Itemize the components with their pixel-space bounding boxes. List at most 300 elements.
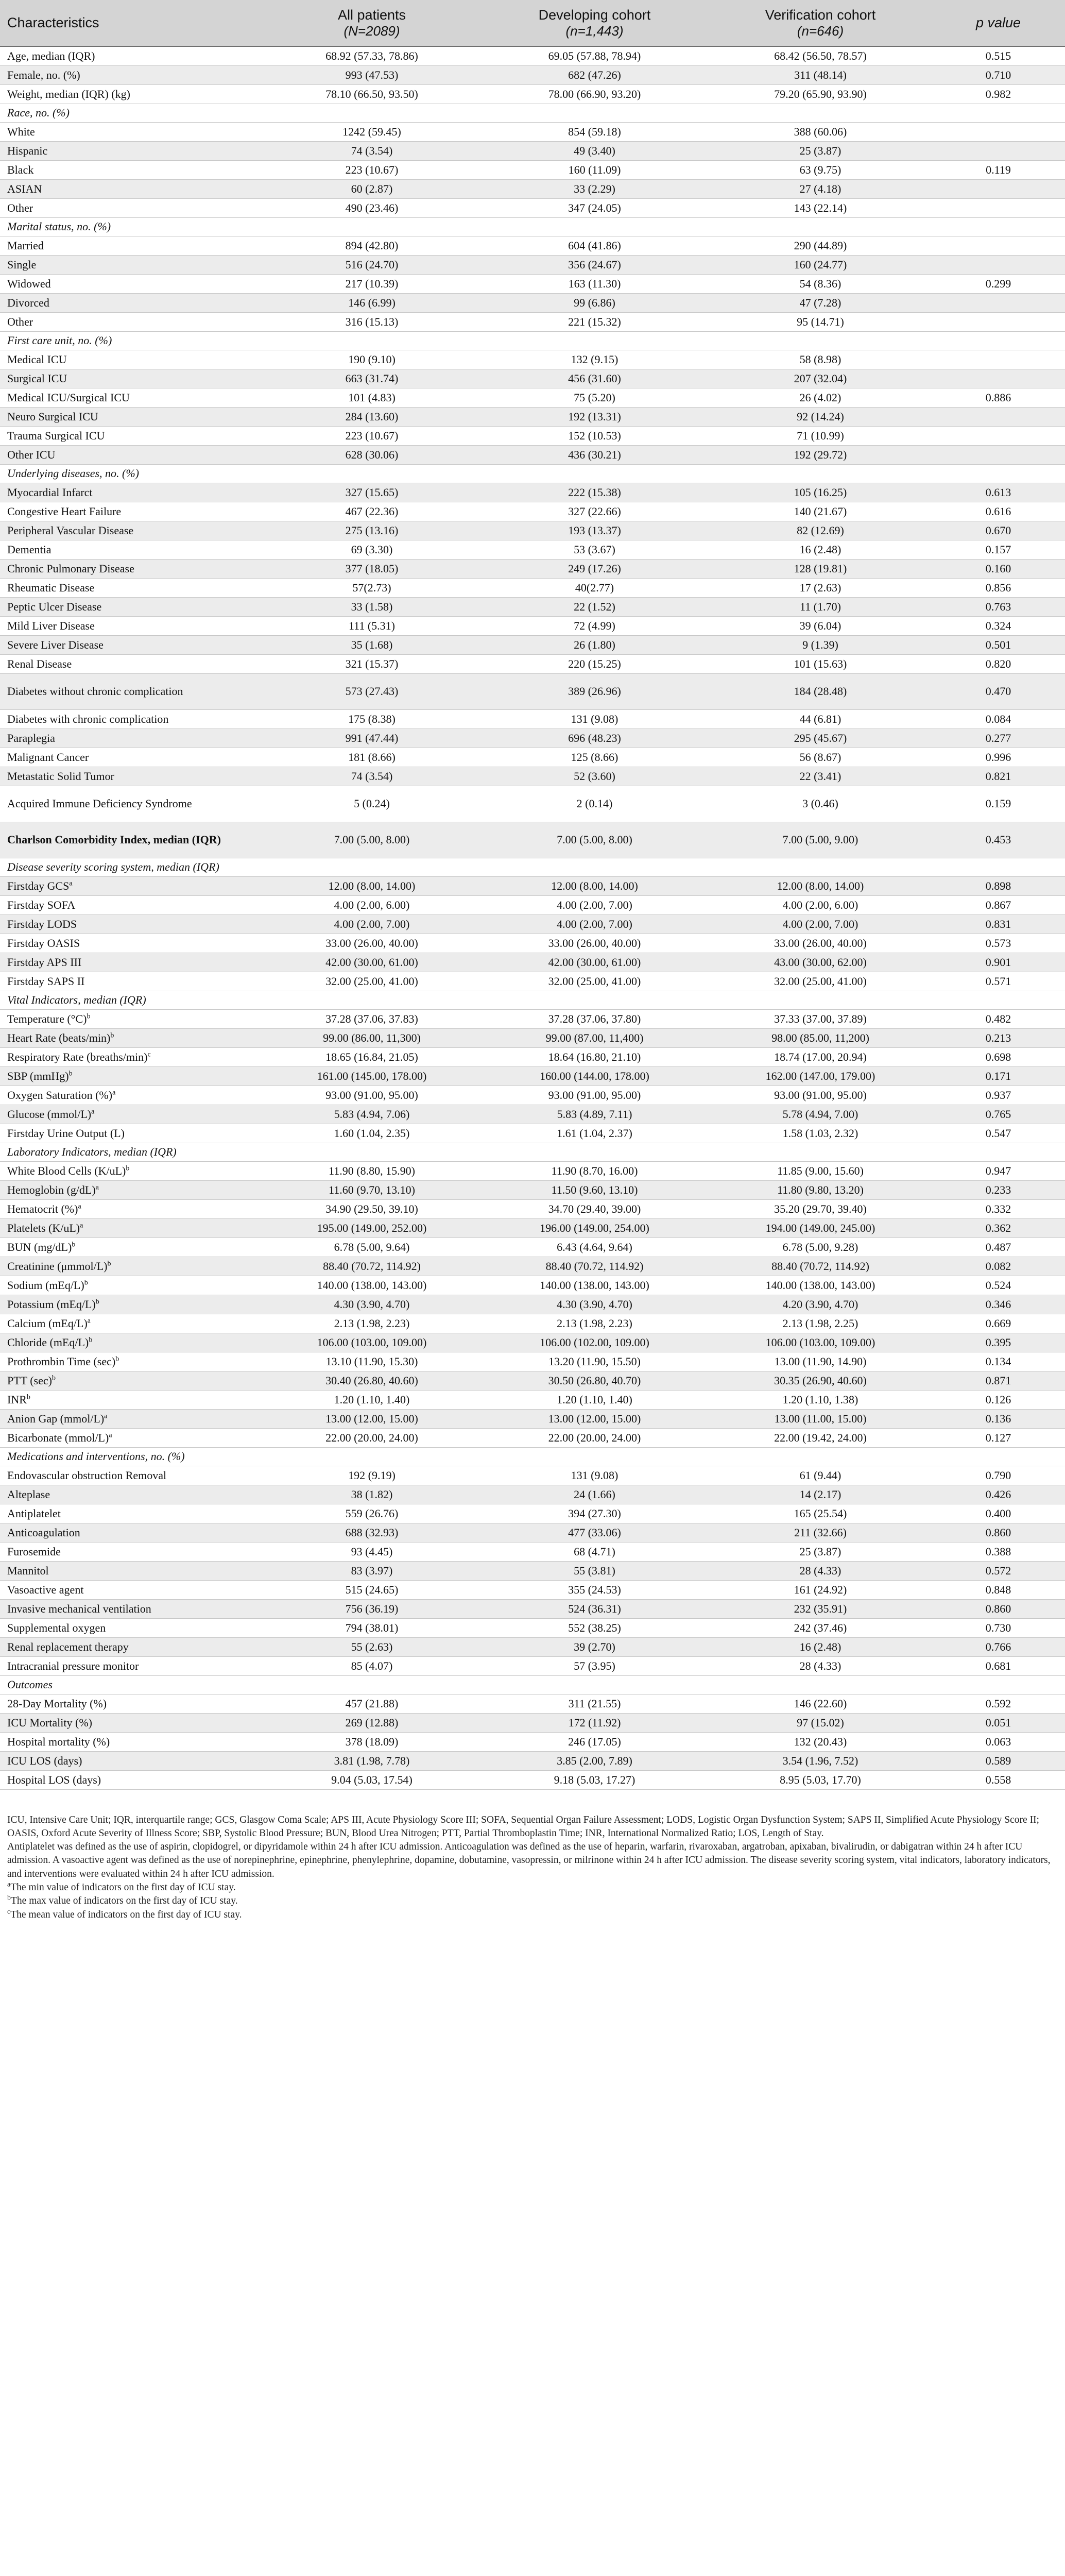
p-value-cell: 0.213	[985, 1031, 1011, 1044]
table-row	[0, 1371, 1065, 1390]
verification-cohort-cell: 3.54 (1.96, 7.52)	[782, 1754, 858, 1767]
p-value-cell: 0.937	[985, 1088, 1011, 1101]
table-row	[0, 1390, 1065, 1409]
developing-cohort-cell: 327 (22.66)	[568, 504, 621, 518]
header-all-patients: All patients (N=2089)	[264, 0, 480, 46]
verification-cohort-cell: 47 (7.28)	[799, 296, 841, 309]
developing-cohort-cell: 1.20 (1.10, 1.40)	[557, 1393, 632, 1406]
p-value-cell: 0.524	[985, 1278, 1011, 1292]
verification-cohort-cell: 22.00 (19.42, 24.00)	[774, 1431, 867, 1444]
table-row	[0, 1713, 1065, 1732]
p-value-cell: 0.848	[985, 1583, 1011, 1596]
verification-cohort-cell: 1.58 (1.03, 2.32)	[782, 1126, 858, 1140]
row-label: SBP (mmHg)	[7, 1069, 69, 1082]
developing-cohort-cell: 682 (47.26)	[568, 68, 621, 81]
p-value-cell	[932, 312, 1065, 331]
footnote-marker: b	[84, 1279, 88, 1287]
all-patients-cell: 35 (1.68)	[351, 638, 393, 651]
p-value-cell: 0.362	[985, 1221, 1011, 1234]
p-value-cell: 0.157	[985, 543, 1011, 556]
p-value-cell: 0.681	[985, 1659, 1011, 1672]
table-row	[0, 786, 1065, 822]
all-patients-cell: 69 (3.30)	[351, 543, 393, 556]
row-label-cell	[0, 369, 264, 388]
p-value-cell: 0.860	[985, 1602, 1011, 1615]
all-patients-cell: 60 (2.87)	[351, 182, 393, 195]
row-label-cell	[0, 1561, 264, 1580]
row-label-cell	[0, 426, 264, 445]
table-row	[0, 1466, 1065, 1485]
developing-cohort-cell: 220 (15.25)	[568, 657, 621, 670]
developing-cohort-cell: 552 (38.25)	[568, 1621, 621, 1634]
table-row	[0, 1561, 1065, 1580]
row-label: Dementia	[7, 543, 51, 556]
p-value-cell: 0.856	[985, 581, 1011, 594]
row-label: Hispanic	[7, 144, 48, 157]
row-label-cell	[0, 1542, 264, 1561]
verification-cohort-cell: 39 (6.04)	[799, 619, 841, 632]
developing-cohort-cell: 436 (30.21)	[568, 448, 621, 461]
verification-cohort-cell: 4.20 (3.90, 4.70)	[782, 1297, 858, 1311]
all-patients-cell: 55 (2.63)	[351, 1640, 393, 1653]
p-value-cell: 0.277	[985, 731, 1011, 744]
verification-cohort-cell: 101 (15.63)	[794, 657, 847, 670]
developing-cohort-cell: 40(2.77)	[575, 581, 614, 594]
developing-cohort-cell: 13.00 (12.00, 15.00)	[548, 1412, 641, 1425]
table-row	[0, 445, 1065, 464]
table-row	[0, 616, 1065, 635]
footnote-marker: b	[68, 1070, 73, 1078]
developing-cohort-cell: 57 (3.95)	[574, 1659, 615, 1672]
table-row	[0, 46, 1065, 65]
row-label-cell	[0, 1694, 264, 1713]
table-row	[0, 1694, 1065, 1713]
all-patients-cell: 1.60 (1.04, 2.35)	[334, 1126, 410, 1140]
table-row	[0, 1523, 1065, 1542]
verification-cohort-cell: 82 (12.69)	[797, 523, 844, 537]
row-label-cell	[0, 1199, 264, 1218]
row-label: INR	[7, 1393, 27, 1406]
row-label-cell	[0, 407, 264, 426]
all-patients-cell: 516 (24.70)	[345, 258, 399, 271]
row-label: Bicarbonate (mmol/L)	[7, 1431, 109, 1444]
developing-cohort-cell: 32.00 (25.00, 41.00)	[548, 974, 641, 988]
verification-cohort-cell: 9 (1.39)	[802, 638, 838, 651]
verification-cohort-cell: 8.95 (5.03, 17.70)	[780, 1773, 861, 1786]
developing-cohort-cell: 249 (17.26)	[568, 562, 621, 575]
verification-cohort-cell: 132 (20.43)	[794, 1735, 847, 1748]
row-label-cell	[0, 786, 264, 822]
all-patients-cell: 275 (13.16)	[345, 523, 399, 537]
table-row	[0, 1086, 1065, 1105]
row-label: Firstday SAPS II	[7, 974, 85, 988]
p-value-cell: 0.324	[985, 619, 1011, 632]
developing-cohort-cell: 394 (27.30)	[568, 1506, 621, 1520]
developing-cohort-cell: 22.00 (20.00, 24.00)	[548, 1431, 641, 1444]
row-label: Medical ICU	[7, 352, 67, 366]
table-row	[0, 1257, 1065, 1276]
row-label: Temperature (°C)	[7, 1012, 87, 1025]
developing-cohort-cell: 22 (1.52)	[574, 600, 615, 613]
section-header-row	[0, 104, 1065, 122]
verification-cohort-cell: 6.78 (5.00, 9.28)	[782, 1240, 858, 1253]
row-label-cell	[0, 445, 264, 464]
all-patients-cell: 12.00 (8.00, 14.00)	[328, 879, 416, 892]
table-row	[0, 483, 1065, 502]
verification-cohort-cell: 3 (0.46)	[802, 797, 838, 810]
developing-cohort-cell: 347 (24.05)	[568, 201, 621, 214]
all-patients-cell: 93.00 (91.00, 95.00)	[325, 1088, 418, 1101]
verification-cohort-cell: 162.00 (147.00, 179.00)	[765, 1069, 875, 1082]
row-label: Diabetes with chronic complication	[7, 712, 169, 725]
verification-cohort-cell: 56 (8.67)	[799, 750, 841, 764]
all-patients-cell: 2.13 (1.98, 2.23)	[334, 1316, 410, 1330]
row-label-cell	[0, 502, 264, 521]
table-row	[0, 1314, 1065, 1333]
verification-cohort-cell: 71 (10.99)	[797, 429, 844, 442]
p-value-cell: 0.400	[985, 1506, 1011, 1520]
table-row	[0, 122, 1065, 141]
row-label-cell	[0, 483, 264, 502]
all-patients-cell: 38 (1.82)	[351, 1487, 393, 1501]
row-label: Chronic Pulmonary Disease	[7, 562, 134, 575]
footnote-marker: b	[107, 1260, 111, 1268]
developing-cohort-cell: 172 (11.92)	[568, 1716, 621, 1729]
verification-cohort-cell: 165 (25.54)	[794, 1506, 847, 1520]
section-header-row	[0, 991, 1065, 1009]
all-patients-cell: 68.92 (57.33, 78.86)	[325, 49, 418, 62]
table-row	[0, 1238, 1065, 1257]
all-patients-cell: 5.83 (4.94, 7.06)	[334, 1107, 410, 1121]
table-row	[0, 635, 1065, 654]
developing-cohort-cell: 49 (3.40)	[574, 144, 615, 157]
footnote-text: The min value of indicators on the first day of ICU stay.	[10, 1882, 236, 1893]
row-label-cell	[0, 1371, 264, 1390]
developing-cohort-cell: 125 (8.66)	[571, 750, 619, 764]
all-patients-cell: 13.00 (12.00, 15.00)	[325, 1412, 418, 1425]
row-label-cell	[0, 1428, 264, 1447]
p-value-cell	[932, 236, 1065, 255]
row-label-cell	[0, 1732, 264, 1751]
all-patients-cell: 4.30 (3.90, 4.70)	[334, 1297, 410, 1311]
row-label-cell	[0, 895, 264, 914]
all-patients-cell: 573 (27.43)	[345, 685, 399, 698]
footnote: ICU, Intensive Care Unit; IQR, interquartile range; GCS, Glasgow Coma Scale; APS III, Acute Physiology Score III; SOFA, Sequential Organ Failure Assessment; LODS, Logistic Organ Dysfunction System; SAPS II, Simplified Acute Physiology Score II; OASIS, Oxford Acute Severity of Illness Score; SBP, Systolic Blood Pressure; BUN, Blood Urea Nitrogen; PTT, Partial Thromboplastin Time; INR, International Normalized Ratio; LOS, Length of Stay.	[7, 1814, 1039, 1839]
table-row	[0, 198, 1065, 217]
row-label-cell	[0, 934, 264, 953]
all-patients-cell: 83 (3.97)	[351, 1564, 393, 1577]
verification-cohort-cell: 16 (2.48)	[799, 543, 841, 556]
table-row	[0, 1047, 1065, 1066]
row-label-cell	[0, 1105, 264, 1124]
developing-cohort-cell: 160.00 (144.00, 178.00)	[540, 1069, 649, 1082]
all-patients-cell: 7.00 (5.00, 8.00)	[334, 833, 410, 846]
row-label: Creatinine (μmmol/L)	[7, 1259, 108, 1273]
all-patients-cell: 57(2.73)	[352, 581, 391, 594]
verification-cohort-cell: 79.20 (65.90, 93.90)	[774, 87, 867, 100]
verification-cohort-cell: 28 (4.33)	[799, 1659, 841, 1672]
row-label: Invasive mechanical ventilation	[7, 1602, 151, 1615]
footnote-marker: b	[110, 1031, 114, 1040]
row-label-cell	[0, 255, 264, 274]
verification-cohort-cell: 232 (35.91)	[794, 1602, 847, 1615]
row-label-cell	[0, 1352, 264, 1371]
row-label: Potassium (mEq/L)	[7, 1297, 96, 1311]
table-row	[0, 312, 1065, 331]
p-value-cell: 0.947	[985, 1164, 1011, 1177]
row-label-cell	[0, 388, 264, 407]
p-value-cell: 0.063	[985, 1735, 1011, 1748]
table-row	[0, 972, 1065, 991]
row-label-cell	[0, 1218, 264, 1238]
table-row	[0, 1428, 1065, 1447]
table-row	[0, 1295, 1065, 1314]
verification-cohort-cell: 35.20 (29.70, 39.40)	[774, 1202, 867, 1215]
verification-cohort-cell: 37.33 (37.00, 37.89)	[774, 1012, 867, 1025]
p-value-cell	[932, 350, 1065, 369]
p-value-cell: 0.710	[985, 68, 1011, 81]
developing-cohort-cell: 2.13 (1.98, 2.23)	[557, 1316, 632, 1330]
p-value-cell: 0.821	[985, 769, 1011, 783]
footnote-marker: b	[51, 1374, 56, 1382]
developing-cohort-cell: 12.00 (8.00, 14.00)	[551, 879, 638, 892]
verification-cohort-cell: 25 (3.87)	[799, 1545, 841, 1558]
table-row	[0, 728, 1065, 748]
row-label: Antiplatelet	[7, 1506, 61, 1520]
p-value-cell: 0.996	[985, 750, 1011, 764]
p-value-cell: 0.669	[985, 1316, 1011, 1330]
row-label-cell	[0, 1066, 264, 1086]
footnote	[7, 1908, 1058, 1922]
footnote-marker: a	[7, 1880, 11, 1889]
section-header-row	[0, 1447, 1065, 1466]
verification-cohort-cell: 1.20 (1.10, 1.38)	[782, 1393, 858, 1406]
row-label-cell	[0, 1637, 264, 1656]
developing-cohort-cell: 18.64 (16.80, 21.10)	[548, 1050, 641, 1063]
p-value-cell: 0.426	[985, 1487, 1011, 1501]
table-row	[0, 1333, 1065, 1352]
developing-cohort-cell: 1.61 (1.04, 2.37)	[557, 1126, 632, 1140]
row-label: Chloride (mEq/L)	[7, 1335, 89, 1349]
table-row	[0, 1105, 1065, 1124]
row-label: White Blood Cells (K/uL)	[7, 1164, 126, 1177]
table-row	[0, 1618, 1065, 1637]
p-value-cell	[932, 445, 1065, 464]
table-row	[0, 179, 1065, 198]
row-label: Furosemide	[7, 1545, 61, 1558]
developing-cohort-cell: 7.00 (5.00, 8.00)	[557, 833, 632, 846]
all-patients-cell: 894 (42.80)	[345, 239, 399, 252]
all-patients-cell: 161.00 (145.00, 178.00)	[317, 1069, 427, 1082]
row-label: 28-Day Mortality (%)	[7, 1697, 107, 1710]
developing-cohort-cell: 152 (10.53)	[568, 429, 621, 442]
row-label: Firstday Urine Output (L)	[7, 1126, 125, 1140]
p-value-cell: 0.470	[985, 685, 1011, 698]
row-label: ASIAN	[7, 182, 42, 195]
p-value-cell: 0.670	[985, 523, 1011, 537]
developing-cohort-cell: 24 (1.66)	[574, 1487, 615, 1501]
row-label-cell	[0, 1751, 264, 1770]
footnote-marker: a	[69, 879, 73, 888]
row-label-cell	[0, 122, 264, 141]
table-row	[0, 559, 1065, 578]
table-row	[0, 1580, 1065, 1599]
p-value-cell: 0.233	[985, 1183, 1011, 1196]
table-row	[0, 255, 1065, 274]
all-patients-cell: 316 (15.13)	[345, 315, 399, 328]
row-label-cell	[0, 160, 264, 179]
table-row	[0, 673, 1065, 709]
developing-cohort-cell: 2 (0.14)	[576, 797, 613, 810]
all-patients-cell: 33.00 (26.00, 40.00)	[325, 936, 418, 950]
p-value-cell: 0.613	[985, 485, 1011, 499]
developing-cohort-cell: 196.00 (149.00, 254.00)	[540, 1221, 649, 1234]
table-row	[0, 84, 1065, 104]
row-label-cell	[0, 1295, 264, 1314]
row-label-cell	[0, 1466, 264, 1485]
all-patients-cell: 5 (0.24)	[354, 797, 390, 810]
p-value-cell: 0.346	[985, 1297, 1011, 1311]
table-row	[0, 1124, 1065, 1143]
developing-cohort-cell: 132 (9.15)	[571, 352, 619, 366]
p-value-cell: 0.698	[985, 1050, 1011, 1063]
developing-cohort-cell: 11.50 (9.60, 13.10)	[551, 1183, 638, 1196]
p-value-cell: 0.547	[985, 1126, 1011, 1140]
developing-cohort-cell: 160 (11.09)	[568, 163, 621, 176]
p-value-cell: 0.395	[985, 1335, 1011, 1349]
row-label-cell	[0, 1276, 264, 1295]
footnote-marker: a	[109, 1431, 112, 1439]
row-label: Sodium (mEq/L)	[7, 1278, 84, 1292]
developing-cohort-cell: 9.18 (5.03, 17.27)	[554, 1773, 635, 1786]
row-label-cell	[0, 198, 264, 217]
verification-cohort-cell: 33.00 (26.00, 40.00)	[774, 936, 867, 950]
verification-cohort-cell: 14 (2.17)	[799, 1487, 841, 1501]
table-row	[0, 1504, 1065, 1523]
developing-cohort-cell: 55 (3.81)	[574, 1564, 615, 1577]
developing-cohort-cell: 13.20 (11.90, 15.50)	[548, 1354, 641, 1368]
table-row	[0, 1180, 1065, 1199]
all-patients-cell: 4.00 (2.00, 7.00)	[334, 917, 410, 930]
row-label: Trauma Surgical ICU	[7, 429, 105, 442]
row-label: Firstday LODS	[7, 917, 77, 930]
table-row	[0, 1656, 1065, 1675]
table-row	[0, 1409, 1065, 1428]
row-label-cell	[0, 1009, 264, 1028]
developing-cohort-cell: 355 (24.53)	[568, 1583, 621, 1596]
p-value-cell: 0.159	[985, 797, 1011, 810]
developing-cohort-cell: 193 (13.37)	[568, 523, 621, 537]
developing-cohort-cell: 4.30 (3.90, 4.70)	[557, 1297, 632, 1311]
all-patients-cell: 794 (38.01)	[345, 1621, 399, 1634]
table-row	[0, 141, 1065, 160]
row-label: Firstday GCS	[7, 879, 70, 892]
table-row	[0, 426, 1065, 445]
developing-cohort-cell: 52 (3.60)	[574, 769, 615, 783]
table-row	[0, 1751, 1065, 1770]
row-label-cell	[0, 1523, 264, 1542]
verification-cohort-cell: 25 (3.87)	[799, 144, 841, 157]
p-value-cell: 0.831	[985, 917, 1011, 930]
header-characteristics: Characteristics	[0, 0, 264, 46]
developing-cohort-cell: 33.00 (26.00, 40.00)	[548, 936, 641, 950]
row-label-cell	[0, 1257, 264, 1276]
row-label: Renal replacement therapy	[7, 1640, 129, 1653]
all-patients-cell: 32.00 (25.00, 41.00)	[325, 974, 418, 988]
row-label-cell	[0, 350, 264, 369]
row-label-cell	[0, 1047, 264, 1066]
developing-cohort-cell: 477 (33.06)	[568, 1526, 621, 1539]
row-label-cell	[0, 1656, 264, 1675]
developing-cohort-cell: 34.70 (29.40, 39.00)	[548, 1202, 641, 1215]
developing-cohort-cell: 69.05 (57.88, 78.94)	[548, 49, 641, 62]
footnote-marker: c	[7, 1908, 11, 1916]
row-label: Congestive Heart Failure	[7, 504, 122, 518]
all-patients-cell: 74 (3.54)	[351, 144, 393, 157]
all-patients-cell: 223 (10.67)	[345, 163, 399, 176]
all-patients-cell: 140.00 (138.00, 143.00)	[317, 1278, 427, 1292]
p-value-cell: 0.136	[985, 1412, 1011, 1425]
footnote-marker: c	[147, 1050, 151, 1059]
p-value-cell: 0.558	[985, 1773, 1011, 1786]
developing-cohort-cell: 131 (9.08)	[571, 1468, 619, 1482]
developing-cohort-cell: 3.85 (2.00, 7.89)	[557, 1754, 632, 1767]
developing-cohort-cell: 356 (24.67)	[568, 258, 621, 271]
row-label-cell	[0, 597, 264, 616]
p-value-cell: 0.820	[985, 657, 1011, 670]
p-value-cell: 0.332	[985, 1202, 1011, 1215]
all-patients-cell: 688 (32.93)	[345, 1526, 399, 1539]
verification-cohort-cell: 63 (9.75)	[799, 163, 841, 176]
row-label: Weight, median (IQR) (kg)	[7, 87, 130, 100]
all-patients-cell: 467 (22.36)	[345, 504, 399, 518]
table-row	[0, 578, 1065, 597]
row-label-cell	[0, 141, 264, 160]
all-patients-cell: 284 (13.60)	[345, 410, 399, 423]
row-label: Anticoagulation	[7, 1526, 80, 1539]
footnote-marker: a	[112, 1089, 116, 1097]
verification-cohort-cell: 68.42 (56.50, 78.57)	[774, 49, 867, 62]
all-patients-cell: 99.00 (86.00, 11,300)	[323, 1031, 421, 1044]
p-value-cell: 0.616	[985, 504, 1011, 518]
row-label: Other ICU	[7, 448, 56, 461]
all-patients-cell: 991 (47.44)	[345, 731, 399, 744]
row-label-cell	[0, 1390, 264, 1409]
row-label: Charlson Comorbidity Index, median (IQR)	[7, 833, 221, 846]
developing-cohort-cell: 246 (17.05)	[568, 1735, 621, 1748]
p-value-cell: 0.299	[985, 277, 1011, 290]
row-label-cell	[0, 822, 264, 858]
verification-cohort-cell: 43.00 (30.00, 62.00)	[774, 955, 867, 969]
footnote	[7, 1881, 1058, 1894]
table-row	[0, 369, 1065, 388]
all-patients-cell: 559 (26.76)	[345, 1506, 399, 1520]
footnote-marker: a	[78, 1202, 81, 1211]
row-label: Respiratory Rate (breaths/min)	[7, 1050, 148, 1063]
row-label-cell	[0, 46, 264, 65]
row-label: Divorced	[7, 296, 49, 309]
row-label-cell	[0, 1504, 264, 1523]
p-value-cell: 0.127	[985, 1431, 1011, 1444]
table-row	[0, 540, 1065, 559]
row-label-cell	[0, 1770, 264, 1789]
row-label-cell	[0, 654, 264, 673]
developing-cohort-cell: 389 (26.96)	[568, 685, 621, 698]
section-label: Outcomes	[7, 1678, 53, 1691]
all-patients-cell: 993 (47.53)	[345, 68, 399, 81]
p-value-cell: 0.482	[985, 1012, 1011, 1025]
row-label-cell	[0, 876, 264, 895]
